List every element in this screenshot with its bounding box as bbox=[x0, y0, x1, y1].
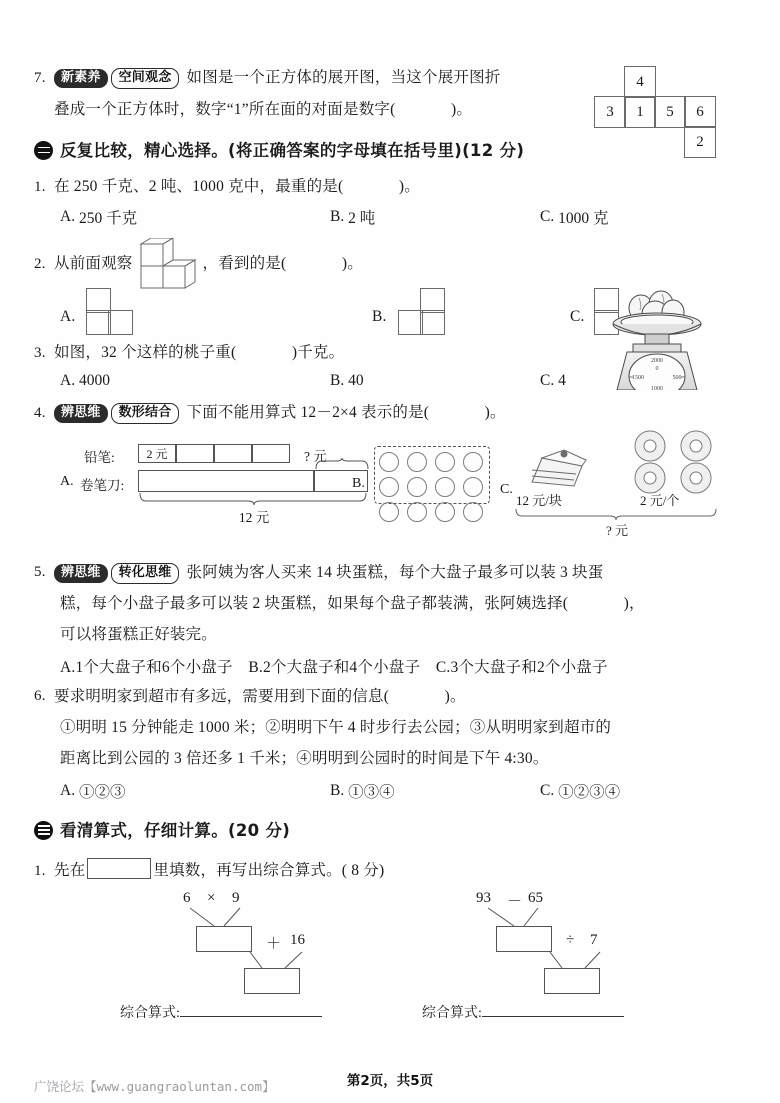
section-2-header bbox=[34, 137, 524, 161]
bar-model-sharpener-bar bbox=[138, 470, 368, 492]
section-3-question-1 bbox=[34, 856, 734, 886]
option-b-label: B. bbox=[330, 372, 345, 389]
s3-question-1-text: 先在 bbox=[54, 862, 86, 879]
tag-number-shape: 数形结合 bbox=[111, 403, 180, 424]
tag-thinking-discernment: 辨思维 bbox=[54, 404, 108, 423]
section-two-icon bbox=[34, 141, 53, 160]
option-a-label: A. bbox=[60, 782, 76, 799]
question-6-info-line-2: 距离比到公园的 3 倍还多 1 千米；④明明到公园时的时间是下午 4:30。 bbox=[60, 750, 549, 767]
question-6-option-b[interactable] bbox=[330, 780, 540, 802]
diagram-1-operand-second: 16 bbox=[290, 932, 305, 948]
option-c-label: C. bbox=[540, 372, 555, 389]
svg-text:1500: 1500 bbox=[632, 375, 644, 381]
question-3-option-c[interactable] bbox=[540, 372, 566, 390]
cake-unit-price: 12 元/块 bbox=[516, 493, 562, 508]
option-a-text: 250 千克 bbox=[78, 210, 138, 227]
donut-unit-price: 2 元/个 bbox=[640, 493, 680, 508]
option-c-text: 1000 克 bbox=[558, 210, 609, 227]
site-watermark: 广饶论坛【www.guangraoluntan.com】 bbox=[34, 1079, 275, 1094]
question-3-text-end: )千克。 bbox=[291, 344, 345, 361]
question-5 bbox=[34, 557, 746, 683]
diagram-1-operator-top: × bbox=[207, 890, 216, 906]
total-unknown-label: ? 元 bbox=[605, 523, 629, 538]
s3-question-1-text-end: 里填数，再写出综合算式。( 8 分) bbox=[153, 862, 385, 879]
question-2-number: 2. bbox=[34, 256, 46, 272]
calc-diagram-2 bbox=[422, 890, 700, 1021]
question-1-option-b[interactable] bbox=[330, 206, 540, 228]
question-6-info-line-1: ①明明 15 分钟能走 1000 米；②明明下午 4 时步行去公园；③从明明家到超市的 bbox=[60, 719, 612, 736]
svg-text:0: 0 bbox=[655, 366, 659, 372]
brace-total bbox=[138, 492, 370, 506]
question-1-text-end: )。 bbox=[398, 178, 420, 195]
question-5-options[interactable]: A.1个大盘子和6个小盘子 B.2个大盘子和4个小盘子 C.3个大盘子和2个小盘子 bbox=[60, 659, 608, 676]
diagram-2-box-2[interactable] bbox=[544, 968, 600, 994]
net-cell-4: 4 bbox=[624, 66, 656, 98]
option-c-label: C. bbox=[570, 308, 585, 325]
option-c-text: 4 bbox=[558, 372, 566, 389]
question-6-text: 要求明明家到超市有多远，需要用到下面的信息( bbox=[54, 688, 390, 705]
diagram-1-answer-line[interactable] bbox=[180, 1002, 322, 1017]
diagram-1-answer-label: 综合算式: bbox=[120, 1002, 322, 1022]
option-c-text: ①②③④ bbox=[558, 784, 621, 801]
donuts-icon bbox=[628, 430, 724, 496]
question-7-line-2: 叠成一个正方体时，数字“1”所在面的对面是数字( bbox=[54, 101, 396, 118]
diagram-2-answer-line[interactable] bbox=[482, 1002, 624, 1017]
option-a-text: 4000 bbox=[78, 372, 110, 389]
bar-model-pencil-label: 铅笔: bbox=[84, 450, 115, 465]
tag-new-literacy: 新素养 bbox=[54, 69, 108, 88]
cake-icon bbox=[524, 442, 592, 490]
diagram-2-connectors bbox=[450, 890, 700, 1020]
question-5-line-3: 可以将蛋糕正好装完。 bbox=[60, 626, 218, 643]
kitchen-scale-figure bbox=[605, 272, 735, 390]
question-1-answer-blank[interactable] bbox=[343, 178, 399, 195]
section-3-title: 看清算式，仔细计算。(20 分) bbox=[60, 821, 291, 840]
question-3-option-a[interactable] bbox=[60, 372, 330, 390]
question-1-option-c[interactable] bbox=[540, 206, 608, 228]
option-c-label: C. bbox=[500, 482, 513, 497]
question-6-number: 6. bbox=[34, 688, 46, 704]
diagram-1-box-2[interactable] bbox=[244, 968, 300, 994]
inline-fill-box[interactable] bbox=[87, 858, 151, 879]
net-cell-5: 5 bbox=[654, 96, 686, 128]
question-2-answer-blank[interactable] bbox=[286, 247, 342, 281]
question-5-line-2-end: )， bbox=[623, 595, 645, 612]
section-three-icon bbox=[34, 821, 53, 840]
question-5-line-1: 张阿姨为客人买来 14 块蛋糕，每个大盘子最多可以装 3 块蛋 bbox=[186, 564, 604, 581]
brace-total-c bbox=[514, 508, 720, 520]
net-cell-6: 6 bbox=[684, 96, 716, 128]
question-7 bbox=[34, 62, 594, 126]
tag-transform-thinking: 转化思维 bbox=[111, 563, 180, 584]
question-4-option-a[interactable] bbox=[60, 444, 360, 540]
option-c-label: C. bbox=[540, 782, 555, 799]
diagram-2-box-1[interactable] bbox=[496, 926, 552, 952]
question-5-line-2: 糕，每个小盘子最多可以装 2 块蛋糕，如果每个盘子都装满，张阿姨选择( bbox=[60, 595, 569, 612]
calc-diagram-1 bbox=[120, 890, 400, 1021]
svg-text:1000: 1000 bbox=[651, 386, 663, 390]
option-b-label: B. bbox=[330, 208, 345, 225]
option-b-text: 2 吨 bbox=[348, 210, 376, 227]
question-2-text: 从前面观察 bbox=[54, 255, 133, 272]
option-a-shape-l-left bbox=[86, 288, 136, 336]
question-4-answer-blank[interactable] bbox=[429, 404, 485, 421]
diagram-2-answer-label: 综合算式: bbox=[422, 1002, 624, 1022]
tag-spatial-concept: 空间观念 bbox=[111, 68, 180, 89]
diagram-1-operand-left: 6 bbox=[183, 890, 191, 906]
bar-model-total-label: 12 元 bbox=[238, 510, 270, 525]
question-2-option-b[interactable] bbox=[372, 302, 387, 332]
option-a-label: A. bbox=[60, 372, 76, 389]
question-1-number: 1. bbox=[34, 179, 46, 195]
question-2-text-mid: ，看到的是( bbox=[202, 255, 287, 272]
question-3 bbox=[34, 338, 634, 390]
question-1 bbox=[34, 172, 734, 228]
question-6-answer-blank[interactable] bbox=[389, 688, 445, 705]
diagram-2-operand-left: 93 bbox=[476, 890, 491, 906]
diagram-1-box-1[interactable] bbox=[196, 926, 252, 952]
question-2-text-end: )。 bbox=[341, 255, 363, 272]
tag-thinking-discernment: 辨思维 bbox=[54, 564, 108, 583]
question-2-option-c[interactable] bbox=[570, 302, 585, 332]
diagram-2-operator-second: ÷ bbox=[566, 932, 575, 948]
s3-question-1-number: 1. bbox=[34, 863, 46, 879]
question-4-option-b[interactable] bbox=[352, 444, 512, 540]
question-1-text: 在 250 千克、2 吨、1000 克中，最重的是( bbox=[54, 178, 344, 195]
diagram-1-operand-right: 9 bbox=[232, 890, 240, 906]
circle-grid bbox=[379, 452, 483, 522]
solid-figure-icon bbox=[135, 238, 201, 290]
option-b-label: B. bbox=[372, 308, 387, 325]
option-a-label: A. bbox=[60, 474, 74, 489]
bar-model-sharpener-label: 卷笔刀: bbox=[80, 478, 125, 493]
question-7-line-1: 如图是一个正方体的展开图，当这个展开图折 bbox=[186, 69, 501, 86]
question-1-option-a[interactable] bbox=[60, 206, 330, 228]
option-a-label: A. bbox=[60, 308, 76, 325]
diagram-2-operand-right: 65 bbox=[528, 890, 543, 906]
question-4-text-end: )。 bbox=[484, 404, 506, 421]
question-5-answer-blank[interactable] bbox=[568, 595, 624, 612]
option-b-text: ①③④ bbox=[348, 784, 395, 801]
question-6 bbox=[34, 681, 746, 802]
question-4 bbox=[34, 398, 734, 428]
bar-model-pencil-bar bbox=[138, 444, 290, 463]
question-6-text-end: )。 bbox=[444, 688, 466, 705]
option-b-shape-l-right bbox=[398, 288, 448, 336]
page-indicator: 第2页，共5页 bbox=[346, 1073, 434, 1089]
diagram-2-operand-second: 7 bbox=[590, 932, 598, 948]
svg-text:500: 500 bbox=[672, 375, 682, 381]
question-7-line-2-end: )。 bbox=[450, 101, 473, 118]
option-b-label: B. bbox=[330, 782, 345, 799]
bar-model-unknown-label: ? 元 bbox=[304, 449, 327, 464]
question-2-option-a[interactable] bbox=[60, 302, 75, 332]
page-footer bbox=[0, 1057, 780, 1103]
question-7-answer-blank[interactable] bbox=[395, 101, 451, 118]
question-3-option-b[interactable] bbox=[330, 372, 540, 390]
option-b-label: B. bbox=[352, 476, 365, 491]
question-4-number: 4. bbox=[34, 405, 46, 421]
question-3-answer-blank[interactable] bbox=[236, 344, 292, 361]
diagram-1-operator-second: ＋ bbox=[266, 936, 282, 952]
question-6-option-c[interactable] bbox=[540, 780, 620, 802]
svg-text:2000: 2000 bbox=[651, 358, 663, 364]
question-3-text: 如图，32 个这样的桃子重( bbox=[54, 344, 237, 361]
question-5-number: 5. bbox=[34, 564, 46, 580]
question-4-text: 下面不能用算式 12－2×4 表示的是( bbox=[186, 404, 430, 421]
diagram-1-connectors bbox=[150, 890, 400, 1020]
question-4-option-c[interactable] bbox=[500, 428, 730, 542]
option-b-text: 40 bbox=[348, 372, 364, 389]
net-cell-2: 2 bbox=[684, 126, 716, 158]
net-cell-1: 1 bbox=[624, 96, 656, 128]
option-a-label: A. bbox=[60, 208, 76, 225]
option-a-text: ①②③ bbox=[78, 784, 126, 801]
section-2-title: 反复比较，精心选择。(将正确答案的字母填在括号里)(12 分) bbox=[60, 141, 525, 160]
section-3-header bbox=[34, 817, 290, 841]
pencil-unit-price: 2 元 bbox=[138, 444, 176, 463]
net-cell-3: 3 bbox=[594, 96, 626, 128]
cube-net-figure bbox=[594, 66, 724, 162]
question-6-option-a[interactable] bbox=[60, 780, 330, 802]
question-7-number: 7. bbox=[34, 70, 46, 86]
diagram-2-operator-top: － bbox=[507, 894, 523, 910]
question-3-number: 3. bbox=[34, 345, 46, 361]
option-c-label: C. bbox=[540, 208, 555, 225]
